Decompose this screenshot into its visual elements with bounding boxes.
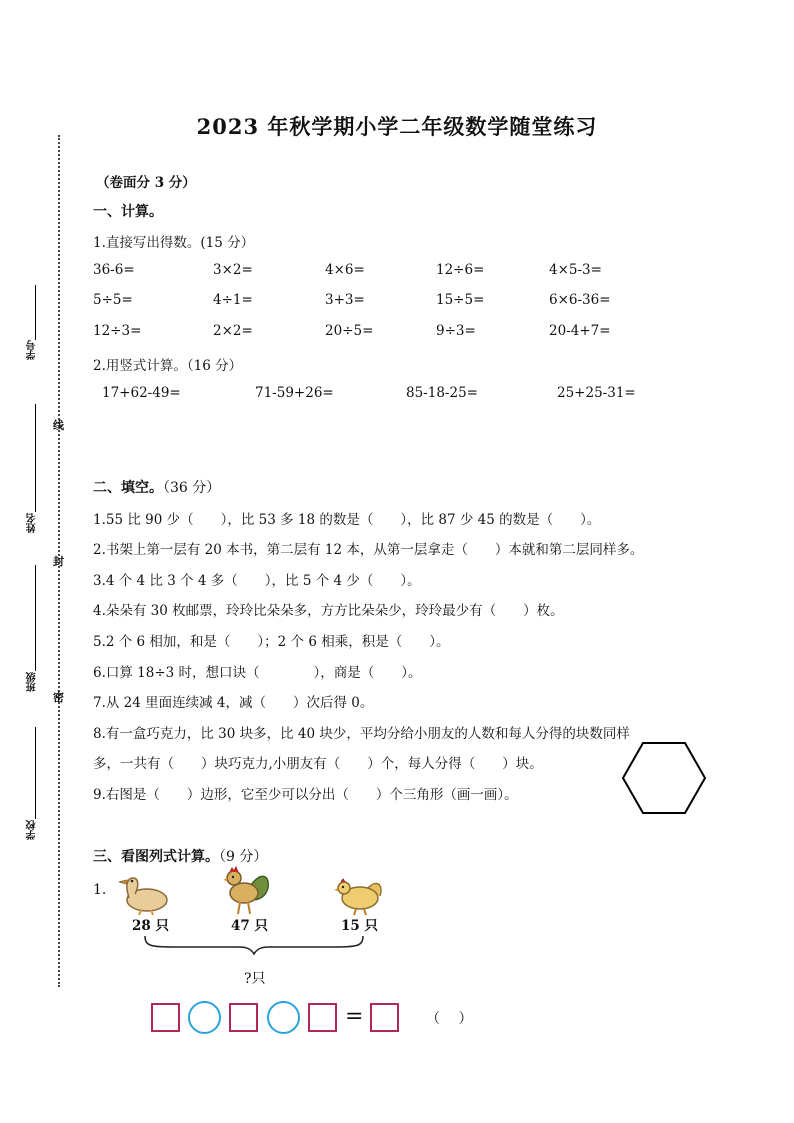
calc-item: 6×6-36= xyxy=(549,292,611,308)
calc-item: 12÷3= xyxy=(93,323,142,339)
seal-char-mi: 密 xyxy=(53,691,64,704)
q2-label: 2.用竖式计算。（16 分） xyxy=(93,358,243,374)
fill-question-6: 6.口算 18÷3 时，想口诀（ ），商是（ ）。 xyxy=(93,665,422,681)
calc-item: 20÷5= xyxy=(325,323,374,339)
vertical-calc-item-2: 71-59+26= xyxy=(255,385,334,401)
answer-square-result[interactable] xyxy=(370,1003,399,1032)
fill-question-1: 1.55 比 90 少（ ），比 53 多 18 的数是（ ），比 87 少 45 的数是（ ）。 xyxy=(93,512,601,528)
student-name-label: 姓名 xyxy=(27,513,38,533)
fill-question-4: 4.朵朵有 30 枚邮票，玲玲比朵朵多，方方比朵朵少，玲玲最少有（ ）枚。 xyxy=(93,603,564,619)
class-line[interactable] xyxy=(35,565,36,671)
fill-question-3: 3.4 个 4 比 3 个 4 多（ ），比 5 个 4 少（ ）。 xyxy=(93,573,421,589)
fill-question-9: 9.右图是（ ）边形，它至少可以分出（ ）个三角形（画一画）。 xyxy=(93,787,518,803)
fill-question-7: 7.从 24 里面连续减 4，减（ ）次后得 0。 xyxy=(93,695,374,711)
page-title: 2023 年秋学期小学二年级数学随堂练习 xyxy=(196,114,598,139)
section-3-heading xyxy=(93,846,267,866)
answer-square-3[interactable] xyxy=(308,1003,337,1032)
vertical-calc-item-4: 25+25-31= xyxy=(557,385,636,401)
calc-item: 4÷1= xyxy=(213,292,253,308)
calc-item: 12÷6= xyxy=(436,262,485,278)
section-2-points: （36 分） xyxy=(163,480,221,496)
neatness-score-note: （卷面分 3 分） xyxy=(96,175,196,191)
student-id-label: 学号 xyxy=(27,340,38,360)
section-1-heading: 一、计算。 xyxy=(93,204,163,220)
calc-item: 9÷3= xyxy=(436,323,476,339)
fill-question-2: 2.书架上第一层有 20 本书，第二层有 12 本，从第一层拿走（ ）本就和第二层同样多。 xyxy=(93,542,644,558)
section-3-points: （9 分） xyxy=(219,849,268,865)
duck-count: 28 只 xyxy=(132,918,169,934)
school-line[interactable] xyxy=(35,727,36,819)
question-total: ?只 xyxy=(244,971,266,987)
vertical-calc-item-1: 17+62-49= xyxy=(102,385,181,401)
section-3-title: 三、看图列式计算。 xyxy=(93,849,219,865)
calc-item: 4×5-3= xyxy=(549,262,602,278)
duck-icon xyxy=(115,872,171,916)
seal-char-xian: 线 xyxy=(53,419,64,432)
calc-item: 3+3= xyxy=(325,292,365,308)
rooster-count: 47 只 xyxy=(231,918,268,934)
class-label: 班级 xyxy=(27,672,38,692)
student-name-line[interactable] xyxy=(35,404,36,512)
answer-square-1[interactable] xyxy=(151,1003,180,1032)
calc-item: 15÷5= xyxy=(436,292,485,308)
hexagon-figure xyxy=(620,740,708,816)
fill-question-8-cont: 多，一共有（ ）块巧克力,小朋友有（ ）个，每人分得（ ）块。 xyxy=(93,756,543,772)
operator-circle-2[interactable] xyxy=(267,1001,300,1034)
hen-count: 15 只 xyxy=(341,918,378,934)
section-3-item-number: 1. xyxy=(93,882,107,898)
section-2-title: 二、填空。 xyxy=(93,480,163,496)
seal-char-feng: 封 xyxy=(53,555,64,568)
calc-item: 4×6= xyxy=(325,262,365,278)
student-id-line[interactable] xyxy=(35,285,36,340)
calc-item: 36-6= xyxy=(93,262,135,278)
unit-blank[interactable]: （ ） xyxy=(426,1011,473,1027)
rooster-icon xyxy=(222,866,272,916)
fill-question-5: 5.2 个 6 相加，和是（ ）；2 个 6 相乘，积是（ ）。 xyxy=(93,634,450,650)
hen-icon xyxy=(330,872,386,916)
operator-circle-1[interactable] xyxy=(188,1001,221,1034)
q1-label: 1.直接写出得数。(15 分） xyxy=(93,235,255,251)
calc-item: 2×2= xyxy=(213,323,253,339)
calc-item: 3×2= xyxy=(213,262,253,278)
answer-square-2[interactable] xyxy=(229,1003,258,1032)
calc-item: 20-4+7= xyxy=(549,323,611,339)
total-brace xyxy=(143,934,365,956)
calc-item: 5÷5= xyxy=(93,292,133,308)
section-2-heading xyxy=(93,477,220,497)
vertical-calc-item-3: 85-18-25= xyxy=(406,385,478,401)
school-label: 学校 xyxy=(27,820,38,840)
equals-sign: = xyxy=(345,1004,364,1029)
fill-question-8: 8.有一盒巧克力，比 30 块多，比 40 块少，平均分给小朋友的人数和每人分得的块数同样 xyxy=(93,726,630,742)
